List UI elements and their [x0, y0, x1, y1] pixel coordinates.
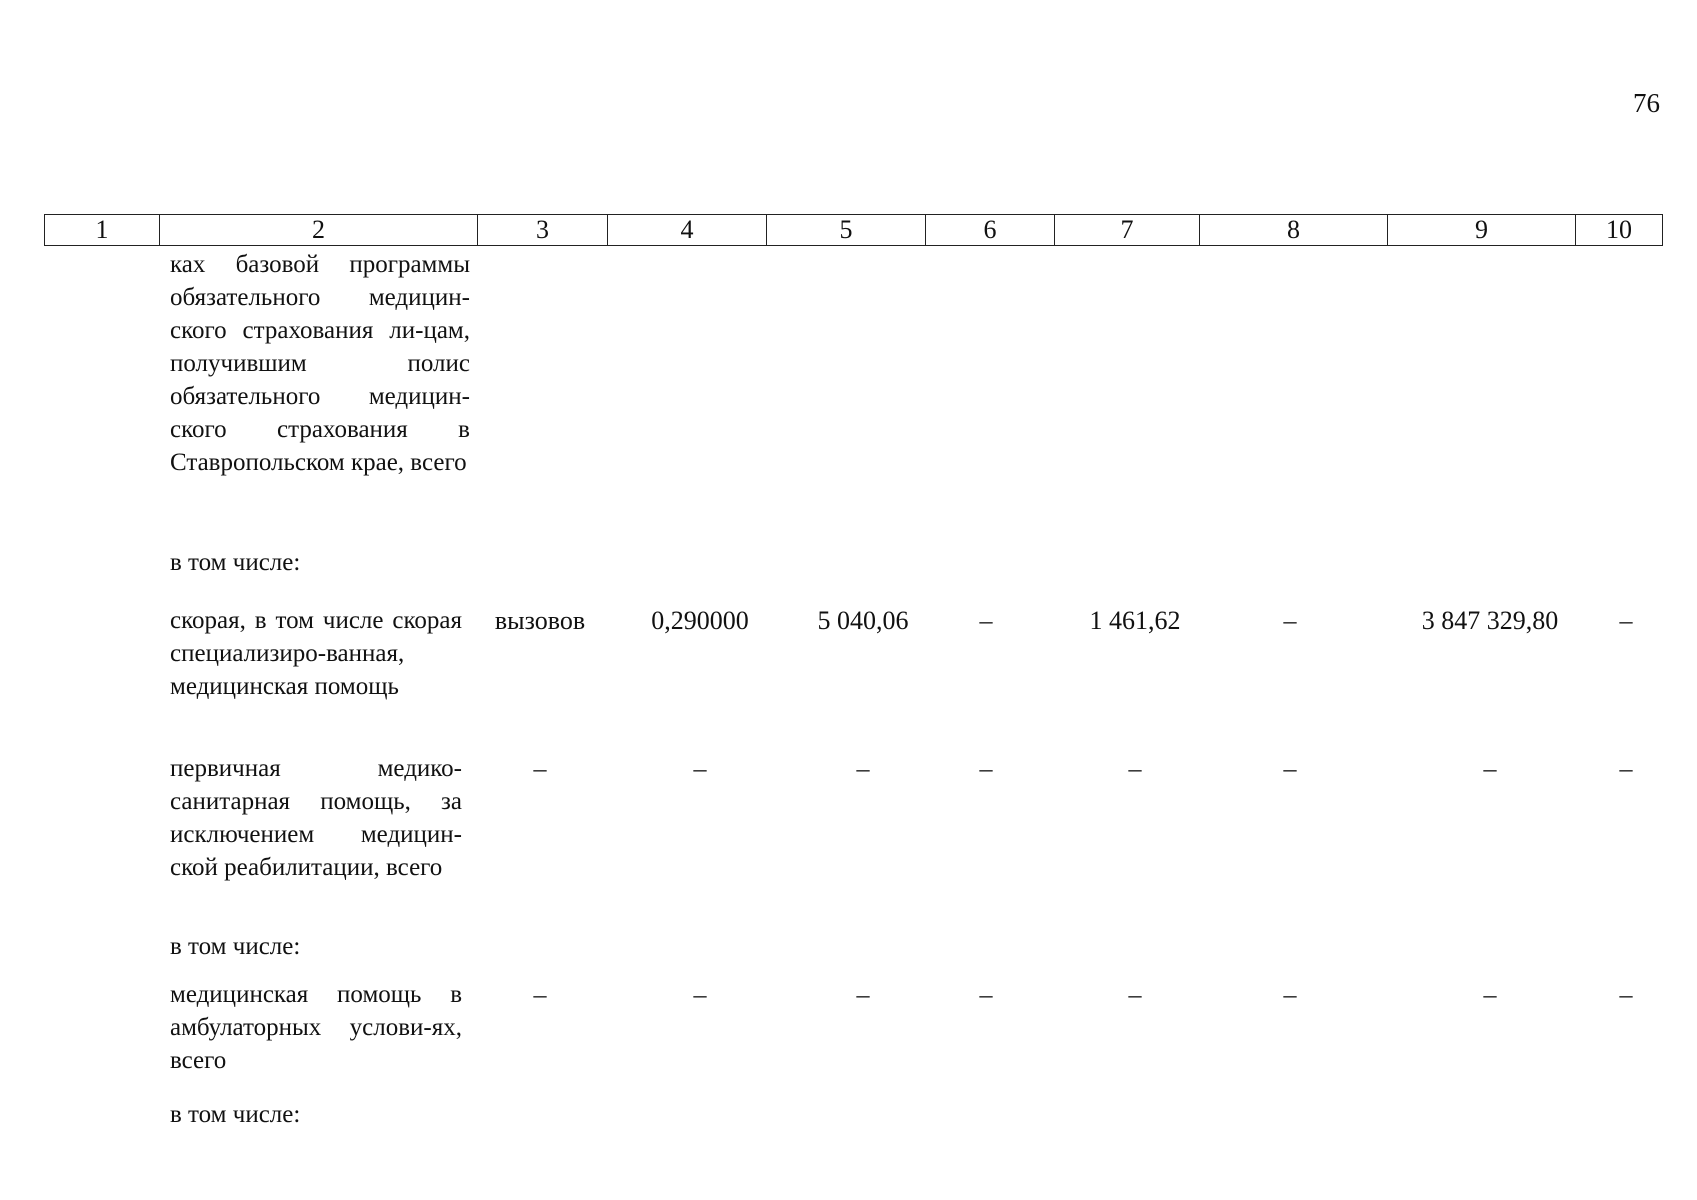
cell-col-10: –	[1619, 606, 1633, 635]
table-header-row	[44, 214, 1663, 246]
row-description: первичная медико-санитарная помощь, за исключением медицин-ской реабилитации, всего	[170, 755, 462, 881]
row-description: в том числе:	[170, 1101, 301, 1128]
cell-col-8: –	[1283, 980, 1297, 1009]
cell-col-3: –	[533, 754, 547, 783]
cell-col-5: –	[856, 754, 870, 783]
cell-col-6: –	[979, 980, 993, 1009]
row-description: медицинская помощь в амбулаторных услови-ях, всего	[170, 981, 462, 1074]
cell-col-10: –	[1619, 754, 1633, 783]
page-number: 76	[1633, 88, 1660, 118]
header-col-5: 5	[767, 215, 926, 245]
header-col-10: 10	[1576, 215, 1663, 245]
cell-col-6: –	[979, 754, 993, 783]
row-description: ках базовой программы обязательного медицин-ского страхования ли-цам, получившим полис обязательного медицин-ского страхования в Ставропольском крае, всего	[170, 251, 470, 476]
row-description: в том числе:	[170, 933, 301, 960]
cell-col-7: 1 461,62	[1089, 606, 1181, 635]
header-col-6: 6	[926, 215, 1055, 245]
cell-col-4: –	[693, 754, 707, 783]
cell-col-3: –	[533, 980, 547, 1009]
header-col-4: 4	[608, 215, 767, 245]
cell-col-3: вызовов	[494, 606, 586, 635]
cell-col-5: 5 040,06	[817, 606, 909, 635]
header-col-9: 9	[1388, 215, 1576, 245]
cell-col-6: –	[979, 606, 993, 635]
cell-col-9: –	[1483, 754, 1497, 783]
cell-col-5: –	[856, 980, 870, 1009]
cell-col-8: –	[1283, 606, 1297, 635]
header-col-2: 2	[160, 215, 478, 245]
row-description: в том числе:	[170, 549, 301, 576]
header-col-1: 1	[45, 215, 160, 245]
cell-col-7: –	[1128, 980, 1142, 1009]
cell-col-9: –	[1483, 980, 1497, 1009]
header-col-8: 8	[1200, 215, 1388, 245]
cell-col-9: 3 847 329,80	[1421, 606, 1559, 635]
cell-col-7: –	[1128, 754, 1142, 783]
cell-col-10: –	[1619, 980, 1633, 1009]
row-description: скорая, в том числе скорая специализиро-ванная, медицинская помощь	[170, 607, 462, 700]
cell-col-4: –	[693, 980, 707, 1009]
header-col-7: 7	[1055, 215, 1200, 245]
cell-col-4: 0,290000	[651, 606, 749, 635]
header-col-3: 3	[478, 215, 608, 245]
cell-col-8: –	[1283, 754, 1297, 783]
